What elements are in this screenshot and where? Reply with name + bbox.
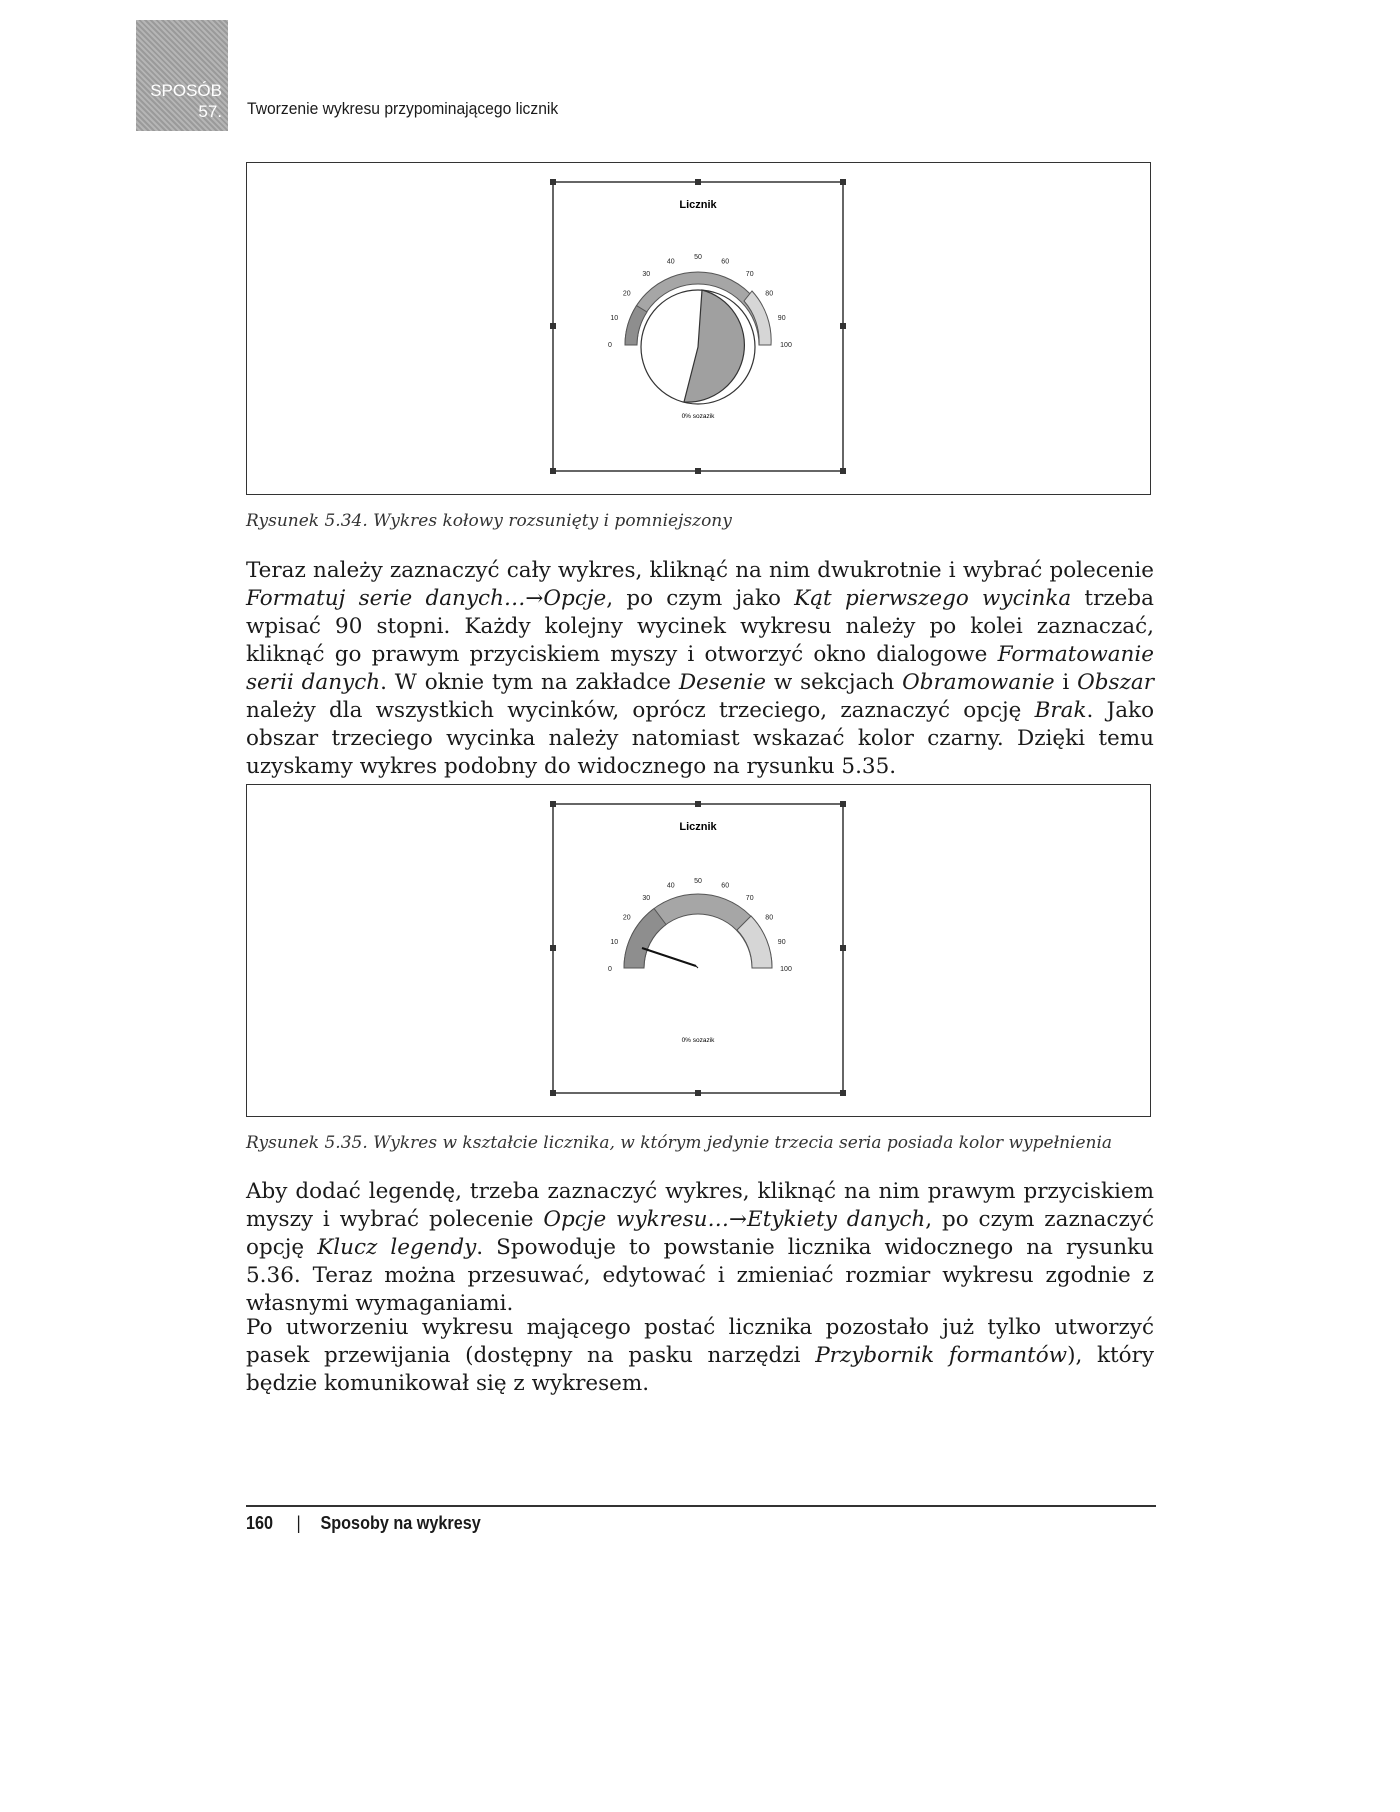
menu-path: Formatuj serie danych…→Opcje bbox=[246, 586, 607, 611]
scale-label-80: 80 bbox=[765, 290, 774, 298]
scale-label-90: 90 bbox=[777, 314, 786, 322]
figure-5-34 bbox=[246, 162, 1151, 495]
footer-rule bbox=[246, 1505, 1156, 1507]
scale-label-100: 100 bbox=[780, 966, 792, 973]
text: , po czym zaznaczyć opcję bbox=[246, 1207, 1154, 1260]
running-title: Tworzenie wykresu przypominającego licznik bbox=[247, 99, 559, 118]
scale-label-20: 20 bbox=[622, 914, 631, 922]
selection-handles bbox=[550, 801, 846, 1096]
scale-label-70: 70 bbox=[745, 270, 754, 278]
dialog-name: Formatowanie serii danych bbox=[246, 642, 1154, 695]
scale-label-0: 0 bbox=[608, 966, 612, 973]
text: trzeba wpisać 90 stopni. Każdy kolejny wycinek wykresu należy po kolei zaznaczać, kliknąć go prawym przyciskiem myszy i otworzyć okno dialogowe bbox=[246, 586, 1154, 667]
chart-area-frame bbox=[553, 804, 843, 1093]
scale-label-40: 40 bbox=[666, 882, 675, 890]
section-name: Obramowanie bbox=[902, 670, 1055, 695]
paragraph-1 bbox=[246, 557, 1154, 781]
scale-label-50: 50 bbox=[694, 254, 702, 261]
pie-gauge-chart bbox=[247, 163, 1152, 496]
text: . Jako obszar trzeciego wycinka należy natomiast wskazać kolor czarny. Dzięki temu uzyskamy wykres podobny do widocznego na rysunku 5.35. bbox=[246, 698, 1155, 779]
text: w sekcjach bbox=[765, 670, 903, 695]
scale-label-100: 100 bbox=[780, 342, 792, 349]
scale-label-10: 10 bbox=[610, 938, 619, 946]
scale-label-80: 80 bbox=[765, 914, 774, 922]
paragraph-3 bbox=[246, 1314, 1154, 1398]
badge-word: SPOSÓB bbox=[150, 81, 222, 100]
text: Aby dodać legendę, trzeba zaznaczyć wykres, kliknąć na nim prawym przyciskiem myszy i wybrać polecenie bbox=[246, 1179, 1154, 1232]
scale-label-90: 90 bbox=[777, 938, 786, 946]
needle-pivot bbox=[696, 966, 698, 968]
menu-path: Opcje wykresu…→Etykiety danych bbox=[543, 1207, 926, 1232]
scale-label-60: 60 bbox=[721, 258, 730, 266]
text: i bbox=[1054, 670, 1078, 695]
text: , po czym jako bbox=[606, 586, 795, 611]
gauge-bottom-label: 0% sozazik bbox=[681, 413, 715, 420]
text: Teraz należy zaznaczyć cały wykres, kliknąć na nim dwukrotnie i wybrać polecenie bbox=[246, 558, 1154, 583]
scale-label-20: 20 bbox=[622, 290, 631, 298]
scale-label-50: 50 bbox=[694, 878, 702, 885]
gauge-needle bbox=[642, 948, 696, 966]
text: . Spowoduje to powstanie licznika widocznego na rysunku 5.36. Teraz można przesuwać, edytować i zmieniać rozmiar wykresu zgodnie z własnymi wymaganiami. bbox=[246, 1235, 1154, 1316]
option-name: Klucz legendy bbox=[317, 1235, 477, 1260]
toolbar-name: Przybornik formantów bbox=[815, 1343, 1068, 1368]
tab-name: Desenie bbox=[678, 670, 766, 695]
scale-label-60: 60 bbox=[721, 882, 730, 890]
text: należy dla wszystkich wycinków, oprócz trzeciego, zaznaczyć opcję bbox=[246, 698, 1035, 723]
gauge-bottom-label: 0% sozazik bbox=[681, 1037, 715, 1044]
section-name: Obszar bbox=[1077, 670, 1155, 695]
section-badge bbox=[136, 20, 228, 131]
scale-label-40: 40 bbox=[666, 258, 675, 266]
text: Po utworzeniu wykresu mającego postać licznika pozostało już tylko utworzyć pasek przewijania (dostępny na pasku narzędzi bbox=[246, 1315, 1154, 1368]
scale-label-30: 30 bbox=[642, 270, 651, 278]
figure-caption-5-34: Rysunek 5.34. Wykres kołowy rozsunięty i pomniejszony bbox=[246, 511, 732, 531]
book-title: Sposoby na wykresy bbox=[320, 1513, 481, 1533]
figure-caption-5-35: Rysunek 5.35. Wykres w kształcie licznika, w którym jedynie trzecia seria posiada kolor wypełnienia bbox=[246, 1133, 1113, 1153]
scale-label-10: 10 bbox=[610, 314, 619, 322]
page-number: 160 bbox=[246, 1513, 274, 1533]
page-footer bbox=[246, 1513, 481, 1534]
chart-title: Licznik bbox=[679, 821, 717, 833]
chart-title: Licznik bbox=[679, 199, 717, 211]
gauge-chart bbox=[247, 785, 1152, 1118]
option-name: Brak bbox=[1034, 698, 1087, 723]
badge-number: 57. bbox=[198, 102, 222, 121]
option-name: Kąt pierwszego wycinka bbox=[794, 586, 1072, 611]
text: ), który będzie komunikował się z wykresem. bbox=[246, 1343, 1154, 1396]
paragraph-2 bbox=[246, 1178, 1154, 1318]
figure-5-35 bbox=[246, 784, 1151, 1117]
scale-label-70: 70 bbox=[745, 894, 754, 902]
scale-label-30: 30 bbox=[642, 894, 651, 902]
footer-separator: | bbox=[296, 1513, 301, 1533]
text: . W oknie tym na zakładce bbox=[380, 670, 679, 695]
scale-label-0: 0 bbox=[608, 342, 612, 349]
